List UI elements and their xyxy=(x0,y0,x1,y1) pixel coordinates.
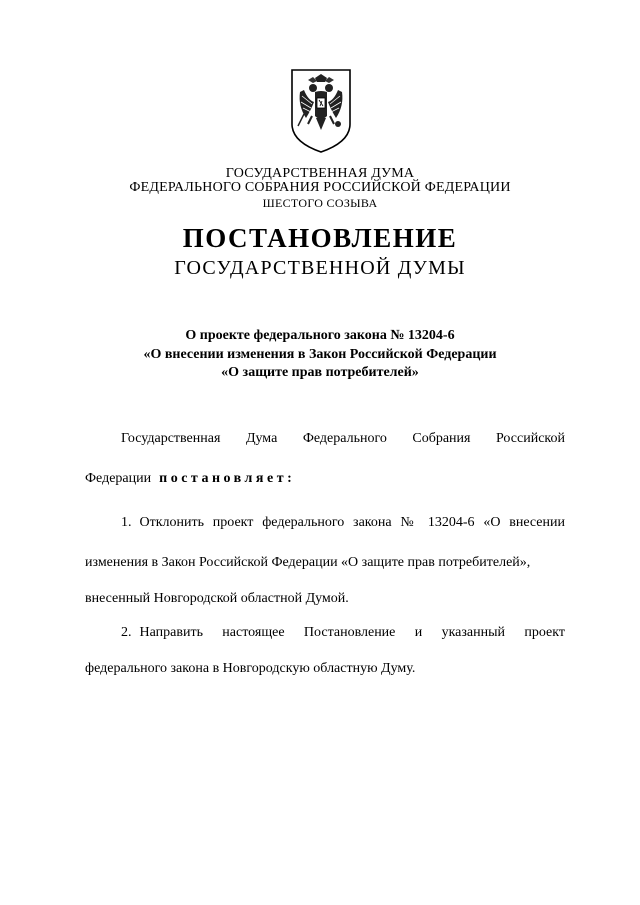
item-1-line-3: внесенный Новгородской областной Думой. xyxy=(85,591,349,606)
document-issuer-title: ГОСУДАРСТВЕННОЙ ДУМЫ xyxy=(174,257,466,279)
item-1-line-1 xyxy=(121,515,565,531)
federal-assembly-line: ФЕДЕРАЛЬНОГО СОБРАНИЯ РОССИЙСКОЙ ФЕДЕРАЦИИ xyxy=(129,180,511,195)
item-2-text-1: Направить настоящее Постановление и указанный проект xyxy=(139,625,565,640)
document-type-title: ПОСТАНОВЛЕНИЕ xyxy=(182,223,458,253)
item-1-line-2: изменения в Закон Российской Федерации «О защите прав потребителей», xyxy=(85,555,531,570)
duma-name-line: ГОСУДАРСТВЕННАЯ ДУМА xyxy=(225,166,415,181)
coat-of-arms-icon xyxy=(286,66,356,156)
item-2-number: 2. xyxy=(121,625,132,640)
item-1-number: 1. xyxy=(121,515,132,530)
item-1-text-1: Отклонить проект федерального закона № 13204-6 «О внесении xyxy=(139,515,565,530)
subject-line-2: «О внесении изменения в Закон Российской Федерации xyxy=(143,347,497,362)
preamble-line-1: Государственная Дума Федерального Собрания Российской xyxy=(121,431,565,446)
preamble-federation-word: Федерации xyxy=(85,471,152,486)
subject-line-3: «О защите прав потребителей» xyxy=(221,365,419,380)
convocation-line: ШЕСТОГО СОЗЫВА xyxy=(262,196,378,210)
item-2-line-2: федерального закона в Новгородскую областную Думу. xyxy=(85,661,416,676)
preamble-line-2 xyxy=(85,471,565,487)
resolves-word: постановляет: xyxy=(159,471,296,486)
item-2-line-1 xyxy=(121,625,565,641)
subject-line-1: О проекте федерального закона № 13204-6 xyxy=(185,328,455,343)
